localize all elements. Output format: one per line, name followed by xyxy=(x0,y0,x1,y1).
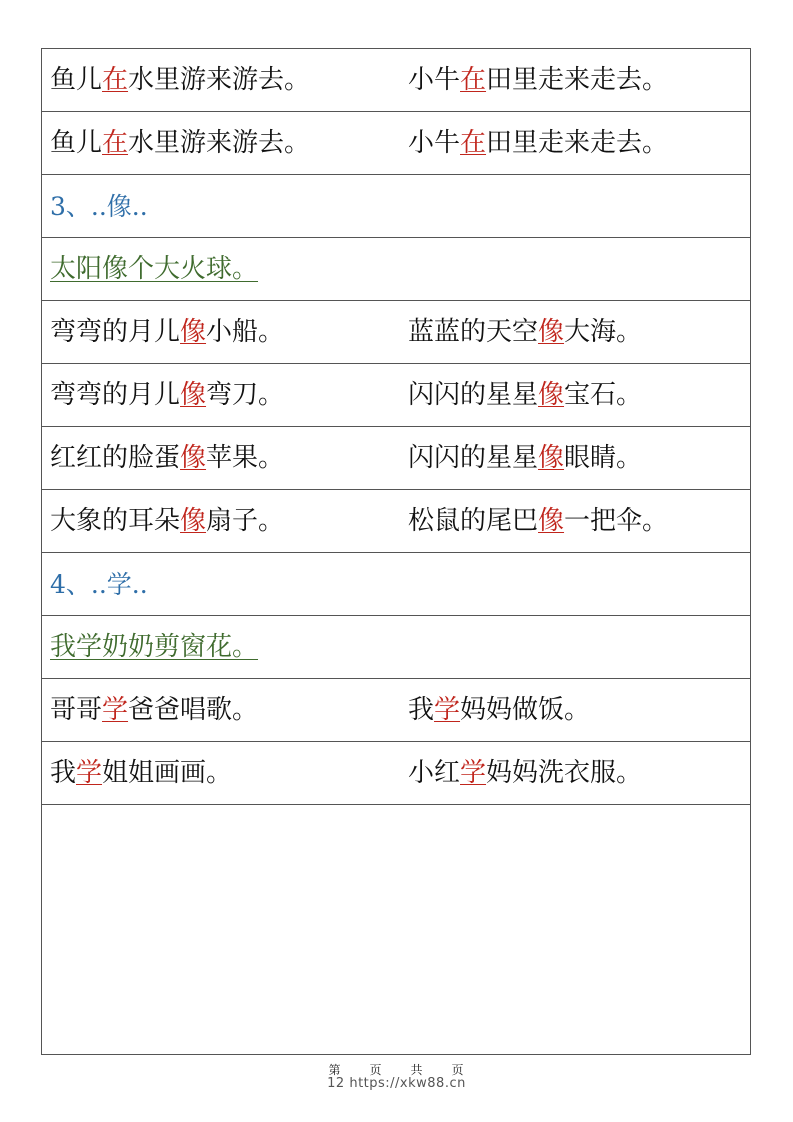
sentence-right: 小牛在田里走来走去。 xyxy=(408,128,669,158)
sentence-row xyxy=(42,427,750,490)
key-word: 学 xyxy=(434,695,461,725)
sentence-left: 大象的耳朵像扇子。 xyxy=(50,506,285,536)
key-word: 像 xyxy=(538,443,565,473)
key-word: 像 xyxy=(538,317,565,347)
page-counter: 第 页 共 页 xyxy=(328,1063,465,1077)
sentence-right: 松鼠的尾巴像一把伞。 xyxy=(408,506,669,536)
sentence-right: 我学妈妈做饭。 xyxy=(408,695,591,725)
sentence-left: 哥哥学爸爸唱歌。 xyxy=(50,695,259,725)
key-word: 在 xyxy=(102,65,129,95)
key-word: 像 xyxy=(180,317,207,347)
key-word: 在 xyxy=(102,128,129,158)
key-word: 像 xyxy=(538,380,565,410)
page-number: 12 xyxy=(327,1076,345,1091)
sentence-row xyxy=(42,49,750,112)
key-word: 在 xyxy=(460,128,487,158)
sentence-left: 鱼儿在水里游来游去。 xyxy=(50,128,311,158)
key-word: 学 xyxy=(102,695,129,725)
example-sentence: 太阳像个大火球。 xyxy=(50,254,259,284)
sentence-left: 我学姐姐画画。 xyxy=(50,758,233,788)
sentence-right: 闪闪的星星像眼睛。 xyxy=(408,443,643,473)
sentence-right: 闪闪的星星像宝石。 xyxy=(408,380,643,410)
worksheet-table xyxy=(41,48,751,1055)
sentence-left: 弯弯的月儿像弯刀。 xyxy=(50,380,285,410)
sentence-left: 鱼儿在水里游来游去。 xyxy=(50,65,311,95)
sentence-row xyxy=(42,301,750,364)
key-word: 学 xyxy=(460,758,487,788)
key-word: 像 xyxy=(180,380,207,410)
key-word: 在 xyxy=(460,65,487,95)
example-sentence: 我学奶奶剪窗花。 xyxy=(50,632,259,662)
sentence-row xyxy=(42,490,750,553)
sentence-row xyxy=(42,742,750,805)
example-row xyxy=(42,238,750,301)
sentence-row xyxy=(42,112,750,175)
key-word: 像 xyxy=(180,506,207,536)
sentence-right: 小牛在田里走来走去。 xyxy=(408,65,669,95)
section-heading-row xyxy=(42,175,750,238)
section-heading: 4、..学.. xyxy=(50,569,148,599)
footer-url xyxy=(0,1077,793,1091)
source-link[interactable]: https://xkw88.cn xyxy=(349,1076,466,1091)
key-word: 学 xyxy=(76,758,103,788)
key-word: 像 xyxy=(180,443,207,473)
sentence-left: 红红的脸蛋像苹果。 xyxy=(50,443,285,473)
page-footer xyxy=(0,1063,793,1091)
section-heading: 3、..像.. xyxy=(50,191,148,221)
sentence-row xyxy=(42,679,750,742)
key-word: 像 xyxy=(538,506,565,536)
section-heading-row xyxy=(42,553,750,616)
sentence-left: 弯弯的月儿像小船。 xyxy=(50,317,285,347)
sentence-right: 蓝蓝的天空像大海。 xyxy=(408,317,643,347)
sentence-row xyxy=(42,364,750,427)
sentence-right: 小红学妈妈洗衣服。 xyxy=(408,758,643,788)
example-row xyxy=(42,616,750,679)
